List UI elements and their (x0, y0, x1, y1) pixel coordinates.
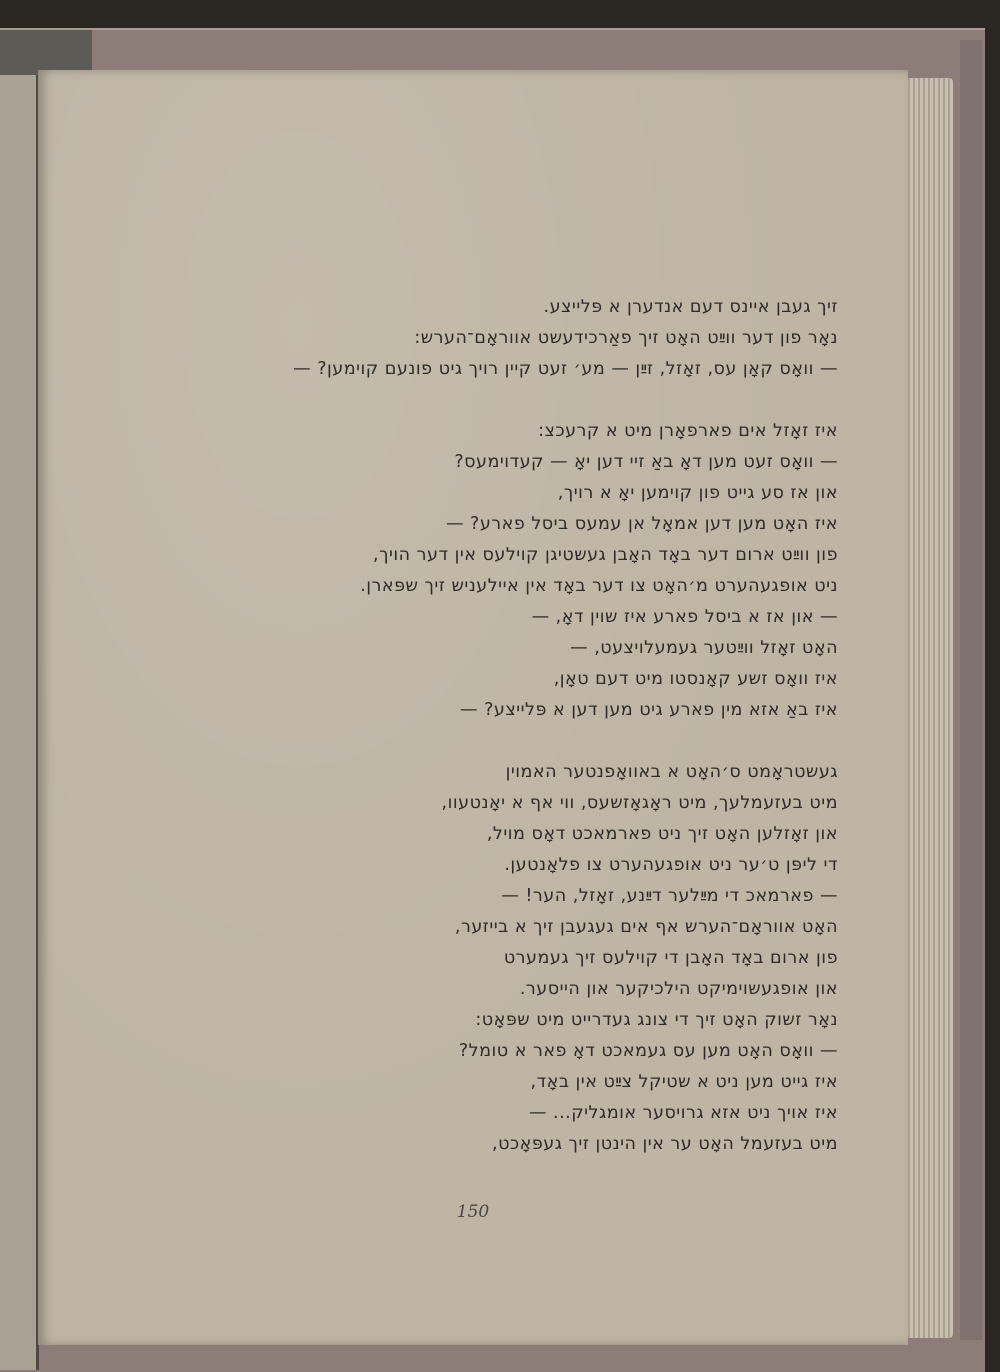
poem-line: איז וואָס זשע קאָנסטו מיט דעם טאָן, (553, 669, 838, 689)
poem-line: איז גייט מען ניט א שטיקל צײַט אין באָד, (530, 1072, 838, 1092)
poem-line: איז האָט מען דען אמאָל אן עמעס ביסל פארע? — (445, 514, 838, 534)
stanza-1 (80, 292, 838, 385)
poem-line: ניט אופגעהערט מ׳האָט צו דער באָד אין איילעניש זיך שפּארן. (360, 576, 838, 596)
poem-line: זיך געבן איינס דעם אנדערן א פּלייצע. (543, 297, 838, 317)
poem-line: געשטראָמט ס׳האָט א באוואָפנטער האמוין (505, 762, 838, 782)
poem-line: — פארמאכ די מײַלער דײַנע, זאָזל, הער! — (501, 886, 838, 906)
poem-line: מיט בעזעמלעך, מיט ראָגאָזשעס, ווי אף א יאָנטעוו, (441, 793, 838, 813)
poem-text (80, 292, 838, 1160)
poem-line: און אז סע גייט פון קוימען יאָ א רויך, (557, 483, 838, 503)
page-number: 150 (456, 1202, 490, 1222)
poem-line: און אופגעשוימיקט הילכיקער און הייסער. (519, 979, 838, 999)
poem-line: פון ווײַט ארום דער באָד האָבן געשטיגן קוילעס אין דער הויך, (373, 545, 838, 565)
stanza-3 (80, 757, 838, 1160)
book-page (38, 70, 908, 1345)
poem-line: איז זאָזל אים פארפאָרן מיט א קרעכצ: (538, 421, 838, 441)
poem-line: — וואָס קאָן עס, זאָזל, זײַן — מע׳ זעט קיין רויך גיט פונעם קוימען? — (293, 359, 838, 379)
poem-line: פון ארום באָד האָבן די קוילעס זיך געמערט (503, 948, 838, 968)
poem-line: נאָר פון דער ווײַט האָט זיך פאַרכידעשט אווראָם־הערש: (414, 328, 838, 348)
facing-page-edge (0, 75, 39, 1370)
cover-edge (960, 40, 982, 1340)
poem-line: האָט אווראָם־הערש אף אים געגעבן זיך א בייזער, (454, 917, 838, 937)
poem-line: — און אז א ביסל פארע איז שוין דאָ, — (531, 607, 838, 627)
poem-line: האָט זאָזל ווײַטער געמעלויצעט, — (570, 638, 838, 658)
poem-line: — וואָס האָט מען עס געמאכט דאָ פאר א טומל? (458, 1041, 838, 1061)
poem-line: איז באַ אזא מין פארע גיט מען דען א פּלייצע? — (460, 700, 838, 720)
stanza-2 (80, 416, 838, 726)
poem-line: די ליפּן ט׳ער ניט אופגעהערט צו פלאָנטען. (504, 855, 838, 875)
poem-line: — וואָס זעט מען דאָ באַ זיי דען יאָ — קעדוימעס? (454, 452, 838, 472)
poem-line: און זאָזלען האָט זיך ניט פארמאכט דאָס מויל, (486, 824, 838, 844)
poem-line: איז אויך ניט אזא גרויסער אומגליק... — (528, 1103, 838, 1123)
poem-line: נאָר זשוק האָט זיך די צונג געדרייט מיט שפּאָט: (475, 1010, 838, 1030)
poem-line: מיט בעזעמל האָט ער אין הינטן זיך געפּאָכט, (492, 1134, 838, 1154)
